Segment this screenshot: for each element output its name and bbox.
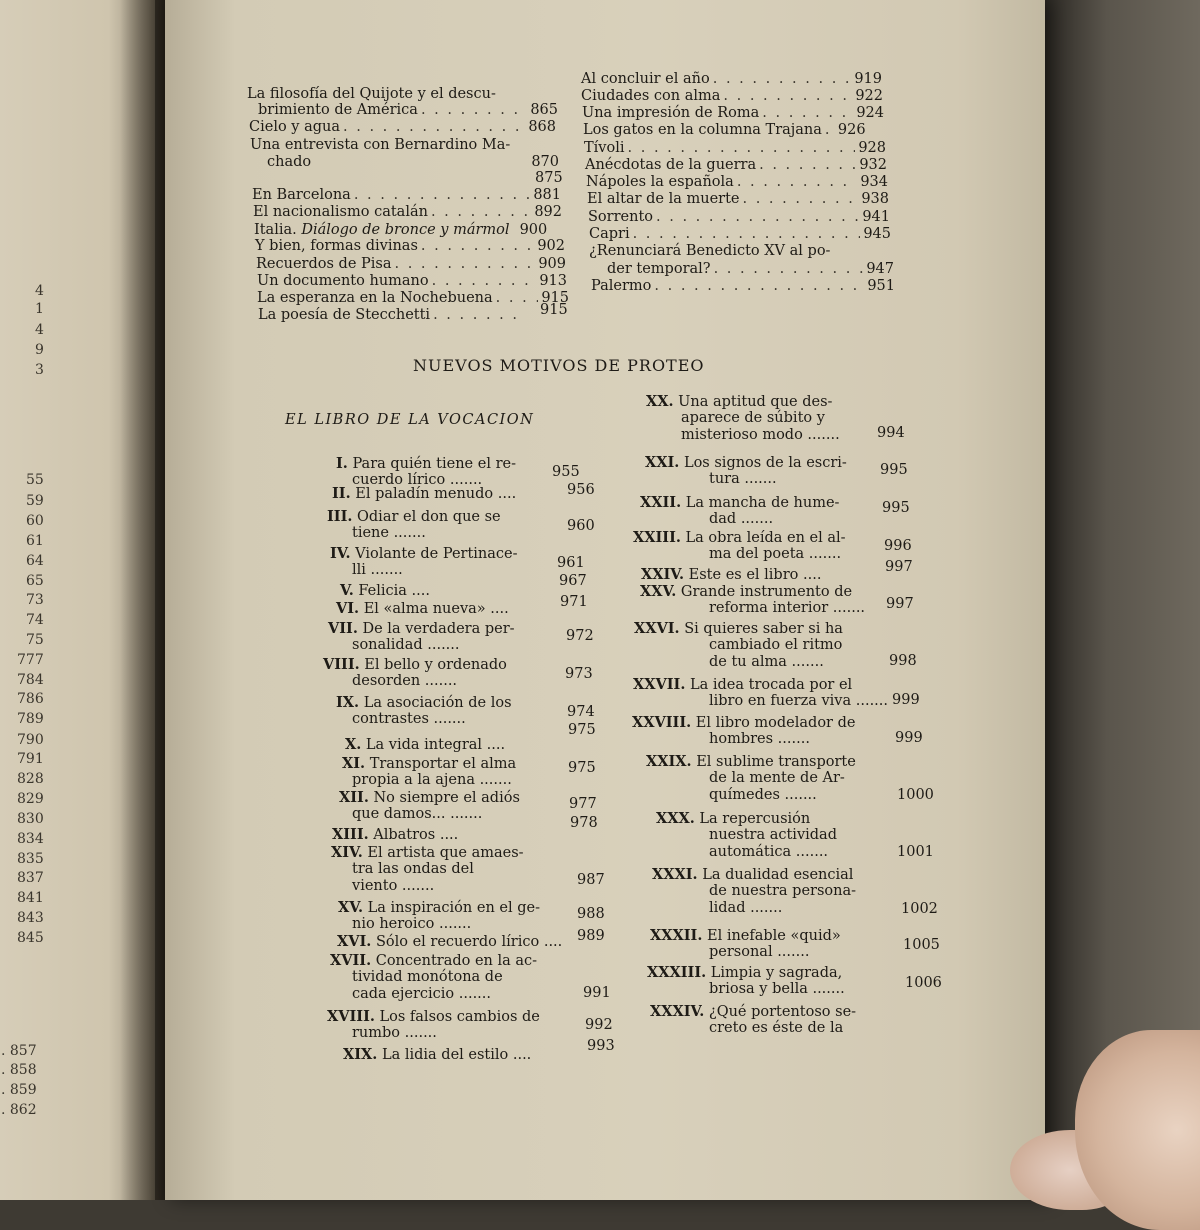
chapter-number: X. xyxy=(345,736,362,753)
left-page-number: 834 xyxy=(17,831,44,847)
chapter-number: XV. xyxy=(338,899,364,916)
chapter-number: XXXIII. xyxy=(647,964,707,981)
chapter-title: cambiado el ritmo xyxy=(709,637,843,653)
page-number: 938 xyxy=(861,191,889,207)
chapter-title: nio heroico ....... xyxy=(352,916,472,932)
page-number: 996 xyxy=(884,538,912,554)
chapter-number: XXXI. xyxy=(652,866,698,883)
sub-heading: EL LIBRO DE LA VOCACION xyxy=(285,412,535,428)
chapter-title: propia a la ajena ....... xyxy=(352,772,512,788)
page-number: 1001 xyxy=(897,844,934,860)
left-page-number: 835 xyxy=(17,851,44,867)
left-page-number: 59 xyxy=(26,493,44,509)
left-page-number: 784 xyxy=(17,672,44,688)
page-number: 1002 xyxy=(901,901,938,917)
entry-text: La filosofía del Quijote y el descu- xyxy=(247,86,496,102)
chapter-title: Los signos de la escri- xyxy=(683,455,847,471)
chapter-title: ¿Qué portentoso se- xyxy=(708,1004,857,1020)
chapter-title: sonalidad ....... xyxy=(352,637,460,653)
chapter-title: Grande instrumento de xyxy=(680,584,853,600)
chapter-title: reforma interior ....... xyxy=(709,600,866,616)
page-number: 947 xyxy=(866,261,894,277)
page-number: 997 xyxy=(885,559,913,575)
chapter-number: XXI. xyxy=(645,454,680,471)
page-number: 934 xyxy=(860,174,888,190)
index-entry: der temporal? . . . 947 xyxy=(607,261,894,278)
index-entry: Palermo . . . 951 xyxy=(591,278,895,295)
page-number: 909 xyxy=(538,256,566,272)
chapter-title: que damos... ....... xyxy=(352,806,483,822)
left-page-number: 65 xyxy=(26,573,44,589)
page-number: 999 xyxy=(892,692,920,708)
section-heading: NUEVOS MOTIVOS DE PROTEO xyxy=(413,356,705,375)
left-page-number: 75 xyxy=(26,632,44,648)
left-page-number: 837 xyxy=(17,870,44,886)
index-entry: Una impresión de Roma . . . 924 xyxy=(582,105,884,122)
page-number: 973 xyxy=(565,666,593,682)
index-entry: La esperanza en la Nochebuena . . . 915 xyxy=(257,290,569,307)
chapter-title: tividad monótona de xyxy=(352,969,503,985)
chapter-number: IV. xyxy=(330,545,351,562)
left-page-number: 74 xyxy=(26,612,44,628)
index-entry: brimiento de América . . . 865 xyxy=(258,102,558,119)
left-page-number: 790 xyxy=(17,732,44,748)
chapter-number: XXXIV. xyxy=(650,1003,705,1020)
chapter-number: XI. xyxy=(342,755,366,772)
left-page-number: 828 xyxy=(17,771,44,787)
chapter-title: Limpia y sagrada, xyxy=(710,965,843,981)
page-number: 997 xyxy=(886,596,914,612)
chapter-title: Concentrado en la ac- xyxy=(375,953,538,969)
left-page-number: . 857 xyxy=(1,1043,37,1059)
chapter-title: Este es el libro xyxy=(688,567,799,583)
page-number: 971 xyxy=(560,594,588,610)
chapter-title: Transportar el alma xyxy=(369,756,517,772)
page-number: 900 xyxy=(519,222,548,238)
chapter-number: VI. xyxy=(336,600,360,617)
left-page-number: 789 xyxy=(17,711,44,727)
chapter-title: La dualidad esencial xyxy=(702,867,854,883)
chapter-number: II. xyxy=(332,485,351,502)
page-number: 975 xyxy=(568,760,596,776)
index-entry: Anécdotas de la guerra . . . 932 xyxy=(585,157,887,174)
page-number: 994 xyxy=(877,425,905,441)
page-number: 928 xyxy=(858,140,886,156)
chapter-number: XII. xyxy=(339,789,369,806)
chapter-title: tiene ....... xyxy=(352,525,426,541)
chapter-number: IX. xyxy=(336,694,360,711)
chapter-title: El «alma nueva» xyxy=(363,601,486,617)
left-page-number: 830 xyxy=(17,811,44,827)
chapter-title: cuerdo lírico ....... xyxy=(352,472,483,488)
chapter-title: lli ....... xyxy=(352,562,403,578)
page-number: 956 xyxy=(567,482,595,498)
chapter-number: XXIII. xyxy=(633,529,681,546)
chapter-number: XXVI. xyxy=(634,620,680,637)
left-page-number: 841 xyxy=(17,890,44,906)
chapter-title: contrastes ....... xyxy=(352,711,466,727)
index-entry: El altar de la muerte . . . 938 xyxy=(587,191,889,208)
chapter-title: El inefable «quid» xyxy=(706,928,841,944)
chapter-title: ma del poeta ....... xyxy=(709,546,842,562)
left-page-number: . 859 xyxy=(1,1082,37,1098)
left-page-number: 791 xyxy=(17,751,44,767)
entry-text: ¿Renunciará Benedicto XV al po- xyxy=(589,243,831,259)
index-entry: chado 870 xyxy=(267,154,559,170)
page-number: 955 xyxy=(552,464,580,480)
page-number: 870 xyxy=(531,154,559,170)
page-number: 988 xyxy=(577,906,605,922)
chapter-title: La repercusión xyxy=(699,811,811,827)
chapter-number: I. xyxy=(336,455,348,472)
chapter-title: Violante de Pertinace- xyxy=(355,546,518,562)
chapter-number: VIII. xyxy=(323,656,360,673)
chapter-number: XXIV. xyxy=(641,566,685,583)
left-page-number: . 858 xyxy=(1,1062,37,1078)
index-entry: Capri . . . 945 xyxy=(589,226,891,243)
page-number: 972 xyxy=(566,628,594,644)
page-number: 1006 xyxy=(905,975,942,991)
page-number: 892 xyxy=(534,204,562,220)
chapter-title: Para quién tiene el re- xyxy=(352,456,516,472)
page-number: 941 xyxy=(862,209,890,225)
page-number: 989 xyxy=(577,928,605,944)
book-gutter xyxy=(120,0,170,1200)
page-number: 1005 xyxy=(903,937,940,953)
chapter-title: de nuestra persona- xyxy=(709,883,857,899)
chapter-number: III. xyxy=(327,508,353,525)
page-number: 995 xyxy=(882,500,910,516)
page-number: 975 xyxy=(568,722,596,738)
page-number: 902 xyxy=(537,238,565,254)
left-page-number: 777 xyxy=(17,652,44,668)
chapter-title: La mancha de hume- xyxy=(685,495,840,511)
page-number: 924 xyxy=(856,105,884,121)
chapter-title: aparece de súbito y xyxy=(681,410,825,426)
chapter-title: La vida integral xyxy=(365,737,483,753)
chapter-title: químedes ....... xyxy=(709,787,817,803)
entry-text: Una entrevista con Bernardino Ma- xyxy=(250,137,511,153)
left-page-number: 4 xyxy=(35,283,44,299)
chapter-title: briosa y bella ....... xyxy=(709,981,845,997)
chapter-number: XVIII. xyxy=(327,1008,375,1025)
chapter-title: Si quieres saber si ha xyxy=(684,621,843,637)
page-number: 915 xyxy=(540,302,568,318)
index-entry: Recuerdos de Pisa . . . 909 xyxy=(256,256,566,273)
index-entry: En Barcelona . . . 881 xyxy=(252,187,561,204)
index-entry: Al concluir el año . . . 919 xyxy=(581,71,882,88)
index-entry: Tívoli . . . 928 xyxy=(584,140,886,157)
chapter-number: XXX. xyxy=(656,810,695,827)
page-number: 977 xyxy=(569,796,597,812)
page-number: 1000 xyxy=(897,787,934,803)
chapter-title: Albatros xyxy=(373,827,436,843)
left-page-number: 829 xyxy=(17,791,44,807)
chapter-title: desorden ....... xyxy=(352,673,458,689)
page-number: 945 xyxy=(863,226,891,242)
left-page-number: 1 xyxy=(35,301,44,317)
chapter-title: de la mente de Ar- xyxy=(709,770,845,786)
chapter-title: viento ....... xyxy=(352,878,435,894)
chapter-number: XX. xyxy=(646,393,674,410)
chapter-title: creto es éste de la xyxy=(709,1020,844,1036)
page-number: 960 xyxy=(567,518,595,534)
page-number: 875 xyxy=(535,170,563,186)
chapter-title: El artista que amaes- xyxy=(367,845,524,861)
page-number: 991 xyxy=(583,985,611,1001)
chapter-title: hombres ....... xyxy=(709,731,810,747)
page-number: 999 xyxy=(895,730,923,746)
chapter-number: V. xyxy=(340,582,354,599)
page-number: 915 xyxy=(541,290,569,306)
page-number: 978 xyxy=(570,815,598,831)
chapter-title: El bello y ordenado xyxy=(364,657,507,673)
chapter-title: El libro modelador de xyxy=(695,715,856,731)
page-number: 868 xyxy=(528,119,556,135)
chapter-title: La obra leída en el al- xyxy=(685,530,846,546)
index-entry: Y bien, formas divinas . . . 902 xyxy=(255,238,565,255)
chapter-title: No siempre el adiós xyxy=(373,790,520,806)
left-page-number: 60 xyxy=(26,513,44,529)
chapter-title: rumbo ....... xyxy=(352,1025,437,1041)
chapter-title: Felicia xyxy=(358,583,407,599)
left-page-number: 786 xyxy=(17,691,44,707)
chapter-title: Odiar el don que se xyxy=(357,509,501,525)
index-entry: Un documento humano . . . 913 xyxy=(257,273,567,290)
chapter-number: XXVII. xyxy=(633,676,686,693)
left-page-number: 73 xyxy=(26,592,44,608)
chapter-title: La asociación de los xyxy=(363,695,512,711)
left-page-number: 61 xyxy=(26,533,44,549)
chapter-title: de tu alma ....... xyxy=(709,654,824,670)
chapter-number: XIII. xyxy=(332,826,369,843)
page-number: 881 xyxy=(533,187,561,203)
chapter-number: XIX. xyxy=(343,1046,378,1063)
page-number: 913 xyxy=(539,273,567,289)
chapter-title: tura ....... xyxy=(709,471,777,487)
chapter-number: XVI. xyxy=(337,933,372,950)
page-number: 987 xyxy=(577,872,605,888)
index-entry: Cielo y agua . . . 868 xyxy=(249,119,556,136)
chapter-title: tra las ondas del xyxy=(352,861,474,877)
left-page-number: 55 xyxy=(26,472,44,488)
chapter-title: La lidia del estilo xyxy=(381,1047,509,1063)
background-table xyxy=(1045,0,1200,1200)
page-number: 995 xyxy=(880,462,908,478)
chapter-title: personal ....... xyxy=(709,944,810,960)
chapter-number: XXXII. xyxy=(650,927,703,944)
page-number: 961 xyxy=(557,555,585,571)
chapter-title: Los falsos cambios de xyxy=(379,1009,540,1025)
left-page-number: 4 xyxy=(35,322,44,338)
left-page-number: 843 xyxy=(17,910,44,926)
chapter-number: XVII. xyxy=(330,952,372,969)
index-entry: Ciudades con alma . . . 922 xyxy=(581,88,883,105)
left-page-number: 3 xyxy=(35,362,44,378)
chapter-title: Una aptitud que des- xyxy=(678,394,833,410)
chapter-title: misterioso modo ....... xyxy=(681,427,840,443)
chapter-title: libro en fuerza viva ....... xyxy=(709,693,889,709)
page-number: 865 xyxy=(530,102,558,118)
chapter-title: La inspiración en el ge- xyxy=(367,900,540,916)
page-number: 926 xyxy=(837,122,866,138)
left-page-number: 64 xyxy=(26,553,44,569)
chapter-title: lidad ....... xyxy=(709,900,783,916)
chapter-title: cada ejercicio ....... xyxy=(352,986,492,1002)
index-entry: Italia. Diálogo de bronce y mármol 900 xyxy=(254,222,548,238)
chapter-number: XXII. xyxy=(640,494,682,511)
chapter-number: XXIX. xyxy=(646,753,692,770)
chapter-title: automática ....... xyxy=(709,844,829,860)
chapter-title: El paladín menudo xyxy=(355,486,494,502)
index-entry: El nacionalismo catalán . . . 892 xyxy=(253,204,562,221)
chapter-title: Sólo el recuerdo lírico xyxy=(375,934,540,950)
page-number: 951 xyxy=(867,278,895,294)
index-entry: La poesía de Stecchetti . . . xyxy=(258,307,528,324)
index-entry: Los gatos en la columna Trajana . . . 926 xyxy=(583,122,885,139)
chapter-title: dad ....... xyxy=(709,511,774,527)
page-number: 967 xyxy=(559,573,587,589)
chapter-title: El sublime transporte xyxy=(696,754,856,770)
index-entry: Nápoles la española . . . 934 xyxy=(586,174,888,191)
left-page-number: . 862 xyxy=(1,1102,37,1118)
page-number: 922 xyxy=(855,88,883,104)
page-number: 974 xyxy=(567,704,595,720)
chapter-title: nuestra actividad xyxy=(709,827,837,843)
left-page-number: 9 xyxy=(35,342,44,358)
chapter-number: XXVIII. xyxy=(632,714,692,731)
page-number: 919 xyxy=(854,71,882,87)
index-entry: Sorrento . . . 941 xyxy=(588,209,890,226)
page-number: 992 xyxy=(585,1017,613,1033)
chapter-number: VII. xyxy=(328,620,358,637)
chapter-title: La idea trocada por el xyxy=(689,677,853,693)
chapter-number: XXV. xyxy=(640,583,677,600)
chapter-title: De la verdadera per- xyxy=(362,621,515,637)
left-page-number: 845 xyxy=(17,930,44,946)
page-number: 998 xyxy=(889,653,917,669)
page-number: 993 xyxy=(587,1038,615,1054)
chapter-number: XIV. xyxy=(331,844,363,861)
page-number: 932 xyxy=(859,157,887,173)
